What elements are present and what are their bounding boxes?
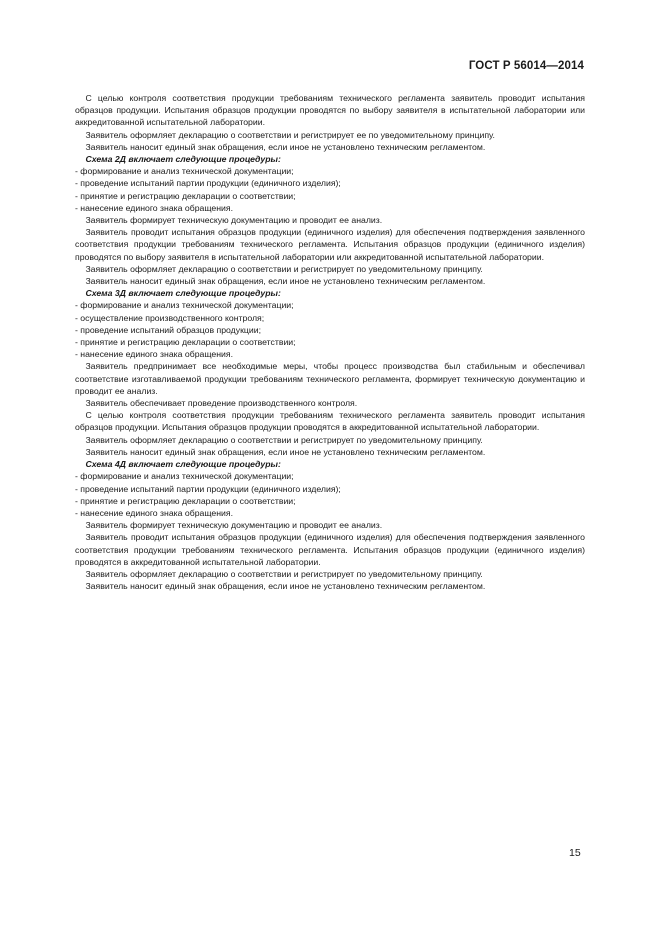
paragraph: Заявитель оформляет декларацию о соответствии и регистрирует по уведомительному принципу. <box>85 263 483 274</box>
paragraph: Заявитель наносит единый знак обращения, если иное не установлено техническим регламентом. <box>85 446 486 457</box>
paragraph: С целью контроля соответствия продукции требованиям технического регламента заявитель проводит испытания образцов продукции. Испытания образцов продукции проводятся в аккредитованной испытательной лаборатории. <box>75 410 585 433</box>
list-item: - нанесение единого знака обращения. <box>75 507 234 518</box>
paragraph: Заявитель проводит испытания образцов продукции (единичного изделия) для обеспечения подтверждения заявленного соответствия продукции требованиям технического регламента. Испытания образцов продукции (единичного изделия) проводятся по выбору заявителя в испытательной лаборатории или аккредитованной испытательной лаборатории. <box>75 227 585 262</box>
paragraph: Заявитель предпринимает все необходимые меры, чтобы процесс производства был стабильным и обеспечивал соответствие изготавливаемой продукции требованиям технического регламента, формирует техническую документацию и проводит ее анализ. <box>75 361 585 396</box>
list-item: - формирование и анализ технической документации; <box>75 300 294 311</box>
paragraph: Заявитель оформляет декларацию о соответствии и регистрирует ее по уведомительному принципу. <box>85 129 495 140</box>
list-item: - проведение испытаний образцов продукции; <box>75 324 261 335</box>
paragraph: Заявитель проводит испытания образцов продукции (единичного изделия) для обеспечения подтверждения заявленного соответствия продукции требованиям технического регламента. Испытания образцов продукции (единичного изделия) проводятся в аккредитованной испытательной лаборатории. <box>75 532 585 567</box>
paragraph: Заявитель формирует техническую документацию и проводит ее анализ. <box>85 215 383 226</box>
paragraph: Заявитель оформляет декларацию о соответствии и регистрирует по уведомительному принципу. <box>85 434 483 445</box>
list-item: - проведение испытаний партии продукции (единичного изделия); <box>75 178 341 189</box>
list-item: - принятие и регистрацию декларации о соответствии; <box>75 495 296 506</box>
scheme-heading: Схема 3Д включает следующие процедуры: <box>85 288 281 299</box>
list-item: - нанесение единого знака обращения. <box>75 202 234 213</box>
list-item: - проведение испытаний партии продукции (единичного изделия); <box>75 483 341 494</box>
document-body <box>75 92 585 592</box>
page-number: 15 <box>569 847 581 859</box>
list-item: - нанесение единого знака обращения. <box>75 349 234 360</box>
scheme-heading: Схема 2Д включает следующие процедуры: <box>85 154 281 165</box>
paragraph: Заявитель наносит единый знак обращения, если иное не установлено техническим регламентом. <box>85 581 486 592</box>
list-item: - формирование и анализ технической документации; <box>75 166 294 177</box>
paragraph: Заявитель наносит единый знак обращения, если иное не установлено техническим регламентом. <box>85 276 486 287</box>
paragraph: Заявитель наносит единый знак обращения, если иное не установлено техническим регламентом. <box>85 141 486 152</box>
paragraph: С целью контроля соответствия продукции требованиям технического регламента заявитель проводит испытания образцов продукции. Испытания образцов продукции проводятся по выбору заявителя в испытательной лаборатории или аккредитованной испытательной лаборатории. <box>75 93 585 128</box>
paragraph: Заявитель обеспечивает проведение производственного контроля. <box>85 398 358 409</box>
list-item: - принятие и регистрацию декларации о соответствии; <box>75 337 296 348</box>
list-item: - принятие и регистрацию декларации о соответствии; <box>75 190 296 201</box>
document-header-code: ГОСТ Р 56014—2014 <box>468 60 584 72</box>
list-item: - формирование и анализ технической документации; <box>75 471 294 482</box>
list-item: - осуществление производственного контроля; <box>75 312 265 323</box>
scheme-heading: Схема 4Д включает следующие процедуры: <box>85 459 281 470</box>
paragraph: Заявитель оформляет декларацию о соответствии и регистрирует по уведомительному принципу. <box>85 568 483 579</box>
paragraph: Заявитель формирует техническую документацию и проводит ее анализ. <box>85 520 383 531</box>
